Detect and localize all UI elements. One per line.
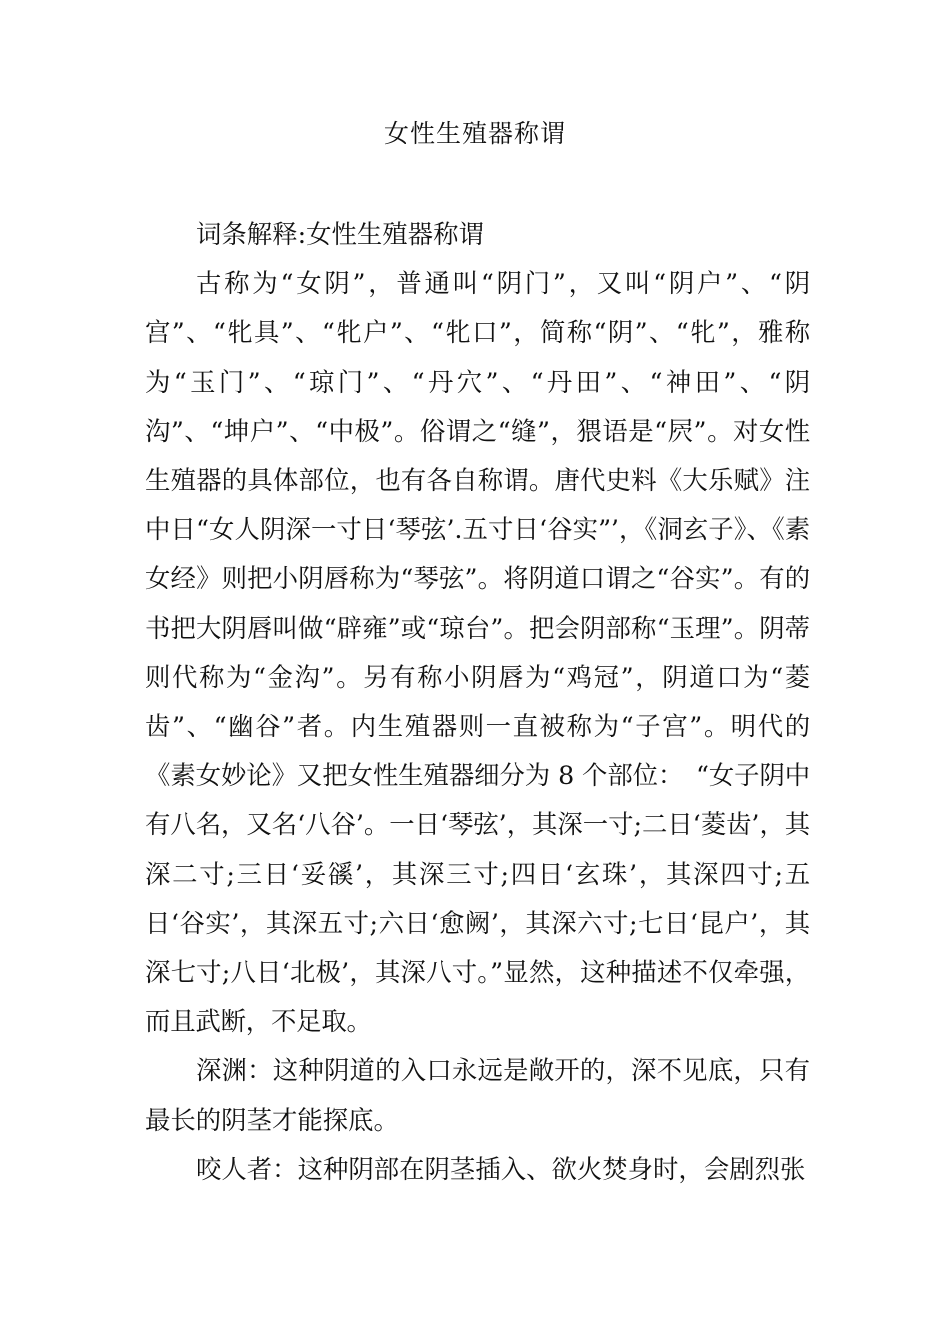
paragraph-abyss: 深渊：这种阴道的入口永远是敞开的，深不见底，只有最长的阴茎才能探底。 [145, 1055, 810, 1135]
paragraph-entry-heading: 词条解释:女性生殖器称谓 [196, 219, 484, 249]
paragraph-main-text: 古称为“女阴”，普通叫“阴门”，又叫“阴户”、“阴宫”、“牝具”、“牝户”、“牝口”，简称“阴”、“牝”，雅称为“玉门”、“琼门”、“丹穴”、“丹田”、“神田”、“阴沟”、“坤户”、“中极”。俗谓之“缝”，猥语是“屄”。对女性生殖器的具体部位，也有各自称谓。唐代史料《大乐赋》注中日“女人阴深一寸日‘琴弦’.五寸日‘谷实”’，《洞玄子》、《素女经》则把小阴唇称为“琴弦”。将阴道口谓之“谷实”。有的书把大阴唇叫做“辟雍”或“琼台”。把会阴部称“玉理”。阴蒂则代称为“金沟”。另有称小阴唇为“鸡冠”，阴道口为“菱齿”、“幽谷”者。内生殖器则一直被称为“子宫”。明代的《素女妙论》又把女性生殖器细分为 8 个部位： “女子阴中有八名，又名‘八谷’。一日‘琴弦’，其深一寸;二日‘菱齿’，其深二寸;三日‘妥豀’，其深三寸;四日‘玄珠’，其深四寸;五日‘谷实’，其深五寸;六日‘愈阙’，其深六寸;七日‘昆户’，其深七寸;八日‘北极’，其深八寸。”显然，这种描述不仅牵强，而且武断，不足取。 [145, 268, 810, 1037]
paragraph-biter: 咬人者：这种阴部在阴茎插入、欲火焚身时，会剧烈张 [196, 1153, 806, 1184]
document-body [145, 210, 810, 1194]
document-title: 女性生殖器称谓 [383, 119, 566, 148]
